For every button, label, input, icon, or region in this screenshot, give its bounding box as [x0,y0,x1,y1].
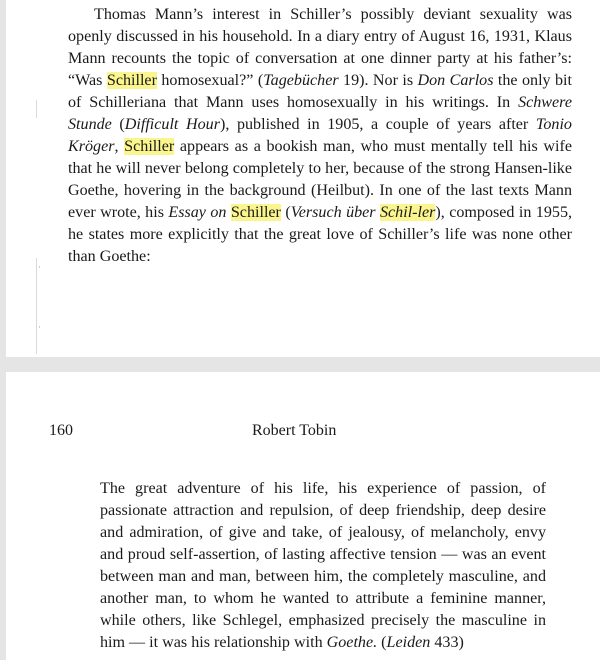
margin-tick: · [38,262,41,272]
search-highlight: Schiller [124,138,175,155]
top-page [6,0,600,357]
margin-tick: · [38,322,41,332]
margin-mark [36,258,37,354]
page-number: 160 [49,422,73,439]
block-quote: The great adventure of his life, his experience of passion, of passionate attraction and repulsion, of deep friendship, deep desire and admiration, of give and take, of jealousy, of melancholy, envy and proud self-assertion, of lasting affective tension — was an event between man and man, between him, the completely masculine, and another man, to whom he wanted to attribute a feminine manner, while others, like Schlegel, emphasized precisely the masculine in him — it was his relationship with Goethe. (Leiden 433) [100,480,546,651]
body-paragraph: Thomas Mann’s interest in Schiller’s possibly deviant sexuality was openly discussed in his household. In a diary entry of August 16, 1931, Klaus Mann recounts the topic of conversation at one dinner party at his father’s: “Was Schiller homosexual?” (Tagebücher 19). Nor is Don Carlos the only bit of Schilleriana that Mann uses homosexually in his writings. In Schwere Stunde (Difficult Hour), published in 1905, a couple of years after Tonio Kröger, Schiller appears as a bookish man, who must mentally tell his wife that he will never belong completely to her, because of the strong Hansen-like Goethe, hovering in the background (Heilbut). In one of the last texts Mann ever wrote, his Essay on Schiller (Versuch über Schil-ler), composed in 1955, he states more explicitly that the great love of Schiller’s life was none other than Goethe: [68,6,573,265]
search-highlight: Schiller [106,72,157,89]
bottom-page [6,372,600,660]
search-highlight: Schil-ler [379,204,436,221]
margin-mark [36,100,37,118]
running-header: Robert Tobin [252,422,337,439]
search-highlight: Schiller [230,204,281,221]
